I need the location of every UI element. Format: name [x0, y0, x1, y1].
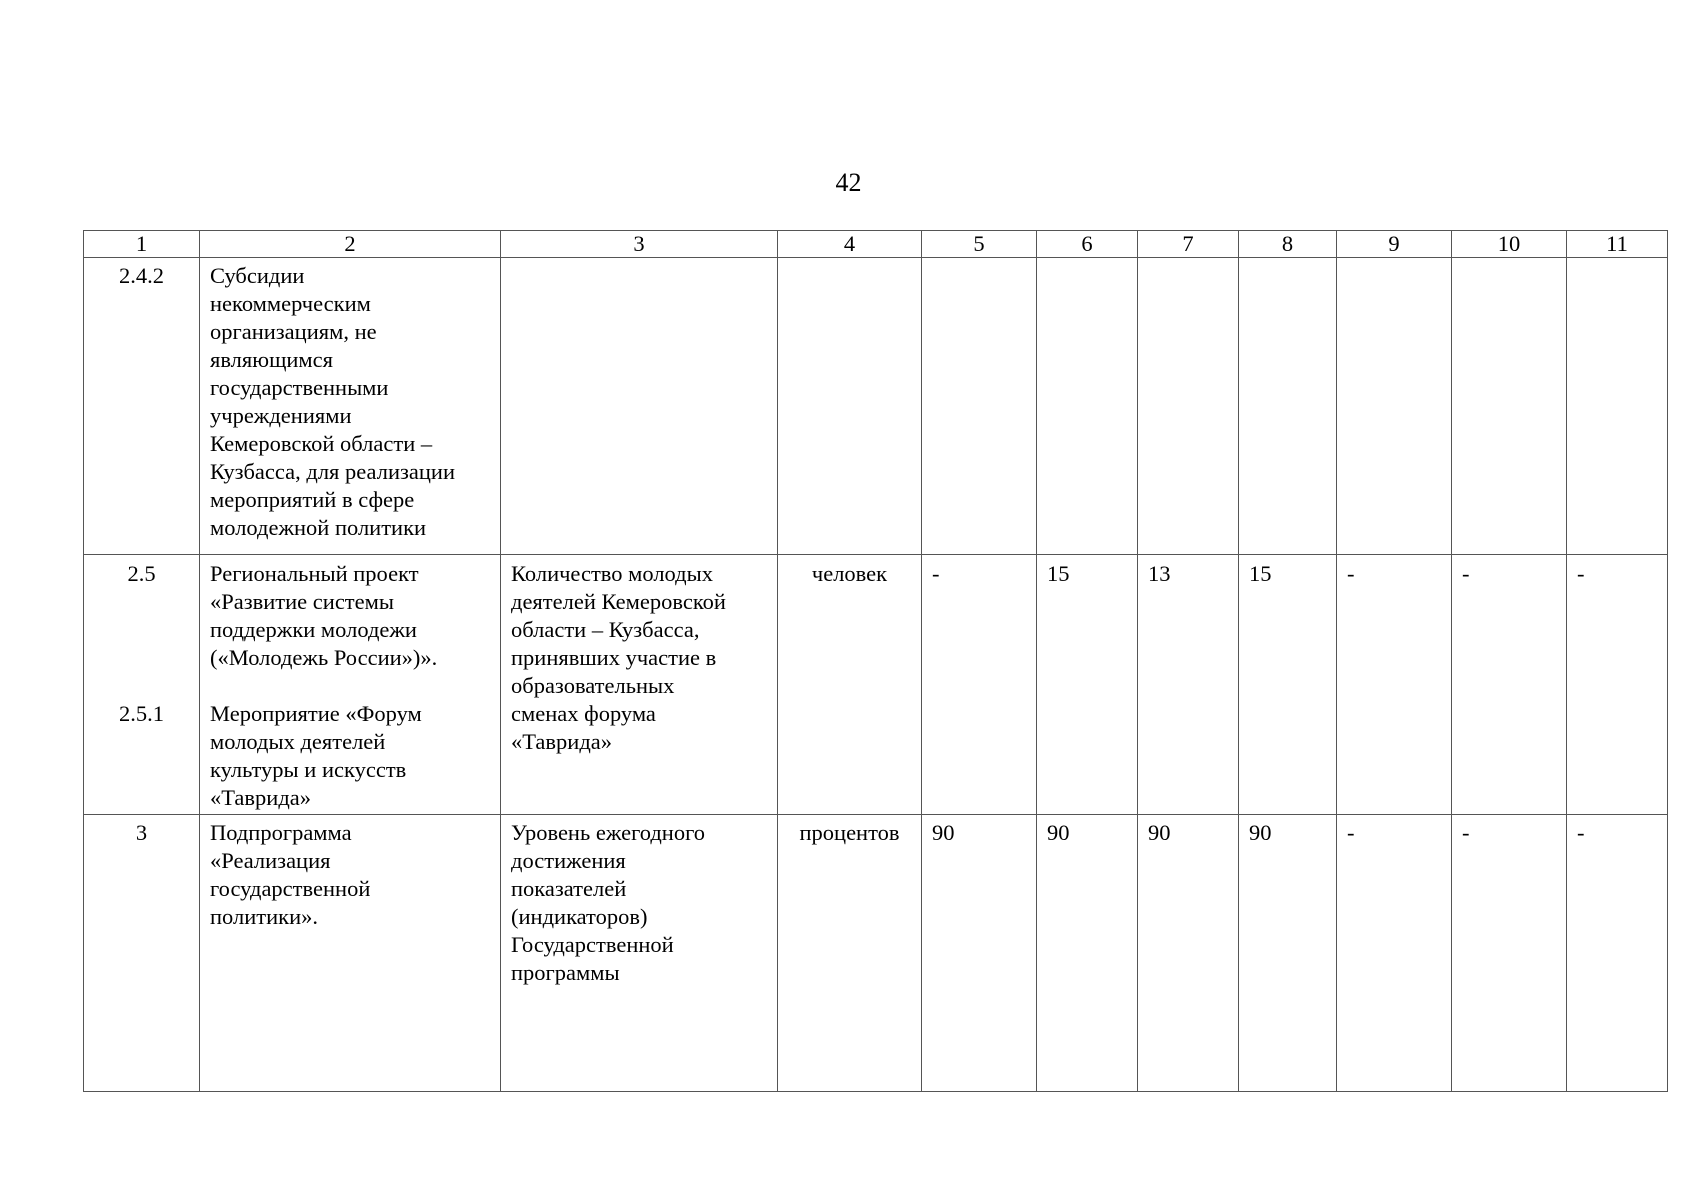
row-value: - [1337, 555, 1452, 815]
header-cell: 6 [1037, 231, 1138, 258]
header-cell: 3 [501, 231, 778, 258]
row-unit: человек [778, 555, 922, 815]
row-indicator [501, 258, 778, 555]
row-name: Субсидии некоммерческим организациям, не являющимся государственными учреждениями Кемеровской области – Кузбасса, для реализации мероприятий в сфере молодежной политики [200, 258, 501, 555]
header-cell: 7 [1138, 231, 1239, 258]
header-cell: 10 [1452, 231, 1567, 258]
row-value: 90 [1138, 815, 1239, 1092]
row-value: - [1567, 555, 1668, 815]
row-value: - [1567, 815, 1668, 1092]
row-value: - [1337, 815, 1452, 1092]
row-value [1567, 258, 1668, 555]
header-cell: 5 [922, 231, 1037, 258]
row-name: Подпрограмма «Реализация государственной политики». [200, 815, 501, 1092]
row-value: - [1452, 555, 1567, 815]
page-number: 42 [835, 168, 862, 197]
row-value: 90 [922, 815, 1037, 1092]
row-name: Региональный проект «Развитие системы поддержки молодежи («Молодежь России»)». Мероприятие «Форум молодых деятелей культуры и искусств «Таврида» [200, 555, 501, 815]
header-cell: 1 [84, 231, 200, 258]
row-value [1337, 258, 1452, 555]
row-value: 13 [1138, 555, 1239, 815]
table-header-row [84, 231, 1668, 258]
sub-row-name: Мероприятие «Форум [210, 701, 422, 726]
row-value [1239, 258, 1337, 555]
header-cell: 11 [1567, 231, 1668, 258]
row-value [922, 258, 1037, 555]
row-unit: процентов [778, 815, 922, 1092]
row-value: - [922, 555, 1037, 815]
row-number: 2.4.2 [84, 258, 200, 555]
header-cell: 8 [1239, 231, 1337, 258]
table-row [84, 258, 1668, 555]
row-unit [778, 258, 922, 555]
table-row [84, 815, 1668, 1092]
row-value [1037, 258, 1138, 555]
row-number: 3 [84, 815, 200, 1092]
row-value: 90 [1037, 815, 1138, 1092]
row-number: 2.5 2.5.1 [84, 555, 200, 815]
header-cell: 4 [778, 231, 922, 258]
sub-row-number: 2.5.1 [119, 701, 164, 726]
indicators-table [83, 230, 1668, 1092]
row-indicator: Уровень ежегодного достижения показателей (индикаторов) Государственной программы [501, 815, 778, 1092]
header-cell: 2 [200, 231, 501, 258]
row-value: 15 [1037, 555, 1138, 815]
row-value: - [1452, 815, 1567, 1092]
row-value [1452, 258, 1567, 555]
row-value: 90 [1239, 815, 1337, 1092]
row-value [1138, 258, 1239, 555]
row-indicator: Количество молодых деятелей Кемеровской области – Кузбасса, принявших участие в образовательных сменах форума «Таврида» [501, 555, 778, 815]
row-value: 15 [1239, 555, 1337, 815]
header-cell: 9 [1337, 231, 1452, 258]
table-row [84, 555, 1668, 815]
